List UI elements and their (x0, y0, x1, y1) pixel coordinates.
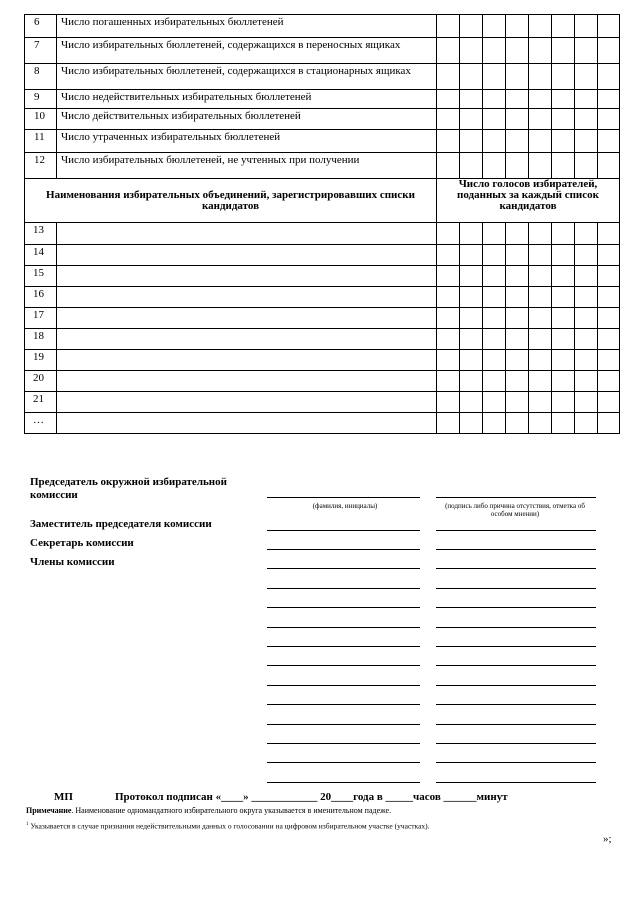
digit-cell[interactable] (529, 308, 552, 329)
digit-cell[interactable] (598, 223, 620, 245)
row-description: Число избирательных бюллетеней, не учтенных при получении (57, 153, 437, 179)
signature-line[interactable] (267, 782, 420, 783)
digit-cell[interactable] (460, 223, 483, 245)
digit-cell[interactable] (598, 38, 620, 64)
digit-cell[interactable] (598, 371, 620, 392)
signature-line[interactable] (436, 704, 596, 705)
digit-cell[interactable] (552, 245, 575, 266)
digit-cell[interactable] (483, 266, 506, 287)
row-number: 9 (25, 90, 57, 109)
table-row (25, 64, 620, 90)
row-number: 17 (25, 308, 57, 329)
row-description: Число утраченных избирательных бюллетеней (57, 130, 437, 153)
signature-line[interactable] (436, 607, 596, 608)
digit-cell[interactable] (598, 392, 620, 413)
digit-cell[interactable] (529, 329, 552, 350)
digit-cell[interactable] (575, 308, 598, 329)
digit-cell[interactable] (529, 392, 552, 413)
note (26, 806, 391, 816)
row-number: 13 (25, 223, 57, 245)
note-text: . Наименование одномандатного избирательного округа указывается в именительном падеже. (71, 806, 392, 815)
digit-cell[interactable] (460, 350, 483, 371)
digit-cell[interactable] (437, 413, 460, 434)
votes-header: Число голосов избирателей, поданных за каждый список кандидатов (437, 179, 620, 223)
table-row (25, 130, 620, 153)
digit-cell[interactable] (575, 350, 598, 371)
signature-line[interactable] (267, 646, 420, 647)
digit-cell[interactable] (460, 413, 483, 434)
digit-cell[interactable] (552, 153, 575, 179)
party-name-cell[interactable] (57, 350, 437, 371)
digit-cell[interactable] (460, 266, 483, 287)
digit-cell[interactable] (529, 371, 552, 392)
digit-cell[interactable] (598, 15, 620, 38)
row-description: Число избирательных бюллетеней, содержащихся в переносных ящиках (57, 38, 437, 64)
digit-cell[interactable] (598, 153, 620, 179)
digit-cell[interactable] (483, 245, 506, 266)
table-row (25, 15, 620, 38)
note-label: Примечание (26, 806, 72, 815)
party-name-cell[interactable] (57, 245, 437, 266)
digit-cell[interactable] (552, 329, 575, 350)
signature-line[interactable] (436, 588, 596, 589)
chair-label: Председатель окружной избирательной комиссии (30, 476, 227, 501)
digit-cell[interactable] (437, 287, 460, 308)
digit-cell[interactable] (460, 245, 483, 266)
digit-cell[interactable] (483, 15, 506, 38)
row-number: 14 (25, 245, 57, 266)
digit-cell[interactable] (483, 64, 506, 90)
chair-sign-line[interactable] (436, 497, 596, 498)
digit-cell[interactable] (598, 287, 620, 308)
sign-caption: (подпись либо причина отсутствия, отметка об особом мнении) (445, 502, 585, 518)
digit-cell[interactable] (575, 153, 598, 179)
digit-cell[interactable] (506, 15, 529, 38)
digit-cell[interactable] (437, 308, 460, 329)
row-number: 11 (25, 130, 57, 153)
digit-cell[interactable] (575, 38, 598, 64)
digit-cell[interactable] (575, 392, 598, 413)
name-caption: (фамилия, инициалы) (312, 502, 378, 510)
digit-cell[interactable] (460, 329, 483, 350)
row-number: 19 (25, 350, 57, 371)
digit-cell[interactable] (598, 130, 620, 153)
digit-cell[interactable] (483, 308, 506, 329)
digit-cell[interactable] (529, 287, 552, 308)
digit-cell[interactable] (437, 153, 460, 179)
closing-quote: »; (603, 833, 612, 845)
digit-cell[interactable] (483, 38, 506, 64)
digit-cell[interactable] (598, 308, 620, 329)
signature-line[interactable] (267, 665, 420, 666)
row-number: 15 (25, 266, 57, 287)
digit-cell[interactable] (437, 15, 460, 38)
digit-cell[interactable] (437, 64, 460, 90)
digit-cell[interactable] (529, 130, 552, 153)
digit-cell[interactable] (598, 90, 620, 109)
digit-cell[interactable] (460, 109, 483, 130)
table-row (25, 287, 620, 308)
table-row (25, 109, 620, 130)
digit-cell[interactable] (437, 266, 460, 287)
digit-cell[interactable] (460, 38, 483, 64)
footnote (26, 820, 430, 832)
digit-cell[interactable] (598, 245, 620, 266)
digit-cell[interactable] (552, 130, 575, 153)
digit-cell[interactable] (483, 223, 506, 245)
digit-cell[interactable] (552, 308, 575, 329)
digit-cell[interactable] (598, 109, 620, 130)
digit-cell[interactable] (483, 329, 506, 350)
signed-line: Протокол подписан «____» ____________ 20____года в _____часов ______минут (115, 791, 508, 803)
row-number: 10 (25, 109, 57, 130)
party-name-cell[interactable] (57, 223, 437, 245)
digit-cell[interactable] (529, 64, 552, 90)
signature-line[interactable] (436, 549, 596, 550)
digit-cell[interactable] (529, 223, 552, 245)
row-number: 6 (25, 15, 57, 38)
digit-cell[interactable] (483, 153, 506, 179)
row-description: Число действительных избирательных бюллетеней (57, 109, 437, 130)
signature-line[interactable] (267, 568, 420, 569)
digit-cell[interactable] (598, 64, 620, 90)
digit-cell[interactable] (437, 223, 460, 245)
digit-cell[interactable] (506, 308, 529, 329)
row-number: 8 (25, 64, 57, 90)
digit-cell[interactable] (552, 223, 575, 245)
footnote-mark: 1 (26, 822, 29, 827)
digit-cell[interactable] (437, 109, 460, 130)
party-name-cell[interactable] (57, 308, 437, 329)
digit-cell[interactable] (552, 413, 575, 434)
digit-cell[interactable] (506, 109, 529, 130)
digit-cell[interactable] (552, 371, 575, 392)
row-number: 18 (25, 329, 57, 350)
digit-cell[interactable] (483, 371, 506, 392)
digit-cell[interactable] (437, 350, 460, 371)
row-number: 20 (25, 371, 57, 392)
signature-line[interactable] (267, 549, 420, 550)
party-name-cell[interactable] (57, 266, 437, 287)
protocol-table (24, 14, 620, 434)
table-row (25, 329, 620, 350)
digit-cell[interactable] (506, 392, 529, 413)
party-name-cell[interactable] (57, 329, 437, 350)
digit-cell[interactable] (552, 90, 575, 109)
digit-cell[interactable] (506, 245, 529, 266)
digit-cell[interactable] (598, 329, 620, 350)
digit-cell[interactable] (552, 350, 575, 371)
footnote-text: Указывается в случае признания недействительными данных о голосовании на цифровом избирательном участке (участках). (30, 821, 430, 831)
digit-cell[interactable] (460, 392, 483, 413)
signature-line[interactable] (267, 724, 420, 725)
digit-cell[interactable] (483, 413, 506, 434)
digit-cell[interactable] (552, 266, 575, 287)
signature-line[interactable] (436, 762, 596, 763)
table-row (25, 266, 620, 287)
digit-cell[interactable] (575, 15, 598, 38)
digit-cell[interactable] (575, 287, 598, 308)
signature-line[interactable] (267, 607, 420, 608)
signature-line[interactable] (436, 627, 596, 628)
digit-cell[interactable] (575, 90, 598, 109)
digit-cell[interactable] (506, 266, 529, 287)
party-name-cell[interactable] (57, 413, 437, 434)
digit-cell[interactable] (575, 371, 598, 392)
digit-cell[interactable] (506, 223, 529, 245)
row-number: 16 (25, 287, 57, 308)
table-row (25, 371, 620, 392)
digit-cell[interactable] (552, 38, 575, 64)
secretary-label: Секретарь комиссии (30, 537, 134, 549)
digit-cell[interactable] (506, 329, 529, 350)
digit-cell[interactable] (483, 287, 506, 308)
digit-cell[interactable] (483, 392, 506, 413)
digit-cell[interactable] (506, 90, 529, 109)
digit-cell[interactable] (460, 130, 483, 153)
digit-cell[interactable] (529, 38, 552, 64)
digit-cell[interactable] (552, 109, 575, 130)
signature-line[interactable] (436, 646, 596, 647)
signature-line[interactable] (436, 685, 596, 686)
digit-cell[interactable] (506, 130, 529, 153)
digit-cell[interactable] (460, 287, 483, 308)
table-row (25, 392, 620, 413)
digit-cell[interactable] (575, 64, 598, 90)
signature-line[interactable] (267, 743, 420, 744)
digit-cell[interactable] (552, 392, 575, 413)
digit-cell[interactable] (437, 130, 460, 153)
members-label: Члены комиссии (30, 556, 115, 568)
signature-line[interactable] (436, 782, 596, 783)
digit-cell[interactable] (483, 130, 506, 153)
parties-header: Наименования избирательных объединений, зарегистрировавших списки кандидатов (25, 179, 437, 223)
party-name-cell[interactable] (57, 287, 437, 308)
digit-cell[interactable] (575, 109, 598, 130)
digit-cell[interactable] (506, 413, 529, 434)
digit-cell[interactable] (437, 90, 460, 109)
digit-cell[interactable] (483, 350, 506, 371)
digit-cell[interactable] (529, 109, 552, 130)
digit-cell[interactable] (598, 350, 620, 371)
table-row (25, 153, 620, 179)
table-row (25, 245, 620, 266)
digit-cell[interactable] (460, 308, 483, 329)
signature-line[interactable] (436, 743, 596, 744)
digit-cell[interactable] (506, 350, 529, 371)
digit-cell[interactable] (506, 371, 529, 392)
chair-name-line[interactable] (267, 497, 420, 498)
signature-line[interactable] (267, 588, 420, 589)
digit-cell[interactable] (575, 130, 598, 153)
digit-cell[interactable] (483, 90, 506, 109)
digit-cell[interactable] (575, 245, 598, 266)
signature-line[interactable] (436, 724, 596, 725)
row-description: Число избирательных бюллетеней, содержащихся в стационарных ящиках (57, 64, 437, 90)
digit-cell[interactable] (529, 266, 552, 287)
table-row (25, 413, 620, 434)
digit-cell[interactable] (552, 64, 575, 90)
party-name-cell[interactable] (57, 392, 437, 413)
digit-cell[interactable] (598, 413, 620, 434)
signature-line[interactable] (267, 627, 420, 628)
digit-cell[interactable] (506, 64, 529, 90)
digit-cell[interactable] (437, 245, 460, 266)
digit-cell[interactable] (552, 287, 575, 308)
digit-cell[interactable] (529, 413, 552, 434)
digit-cell[interactable] (460, 371, 483, 392)
signature-line[interactable] (267, 762, 420, 763)
digit-cell[interactable] (529, 90, 552, 109)
digit-cell[interactable] (460, 64, 483, 90)
digit-cell[interactable] (552, 15, 575, 38)
digit-cell[interactable] (460, 153, 483, 179)
signature-line[interactable] (436, 530, 596, 531)
digit-cell[interactable] (529, 350, 552, 371)
table-row (25, 38, 620, 64)
table-row (25, 90, 620, 109)
row-number: … (25, 413, 57, 434)
digit-cell[interactable] (529, 153, 552, 179)
digit-cell[interactable] (460, 15, 483, 38)
signature-line[interactable] (267, 530, 420, 531)
digit-cell[interactable] (506, 153, 529, 179)
digit-cell[interactable] (460, 90, 483, 109)
digit-cell[interactable] (575, 266, 598, 287)
digit-cell[interactable] (575, 223, 598, 245)
digit-cell[interactable] (506, 38, 529, 64)
row-number: 7 (25, 38, 57, 64)
deputy-label: Заместитель председателя комиссии (30, 518, 212, 530)
signature-line[interactable] (267, 685, 420, 686)
digit-cell[interactable] (529, 15, 552, 38)
digit-cell[interactable] (575, 413, 598, 434)
digit-cell[interactable] (437, 329, 460, 350)
digit-cell[interactable] (506, 287, 529, 308)
signature-line[interactable] (436, 665, 596, 666)
signature-line[interactable] (436, 568, 596, 569)
row-number: 21 (25, 392, 57, 413)
row-number: 12 (25, 153, 57, 179)
digit-cell[interactable] (437, 392, 460, 413)
digit-cell[interactable] (437, 38, 460, 64)
digit-cell[interactable] (483, 109, 506, 130)
digit-cell[interactable] (575, 329, 598, 350)
row-description: Число погашенных избирательных бюллетеней (57, 15, 437, 38)
signature-line[interactable] (267, 704, 420, 705)
table-row (25, 308, 620, 329)
table-header-row (25, 179, 620, 223)
digit-cell[interactable] (598, 266, 620, 287)
digit-cell[interactable] (529, 245, 552, 266)
table-row (25, 223, 620, 245)
table-row (25, 350, 620, 371)
stamp-mark: МП (54, 791, 73, 803)
row-description: Число недействительных избирательных бюллетеней (57, 90, 437, 109)
digit-cell[interactable] (437, 371, 460, 392)
party-name-cell[interactable] (57, 371, 437, 392)
